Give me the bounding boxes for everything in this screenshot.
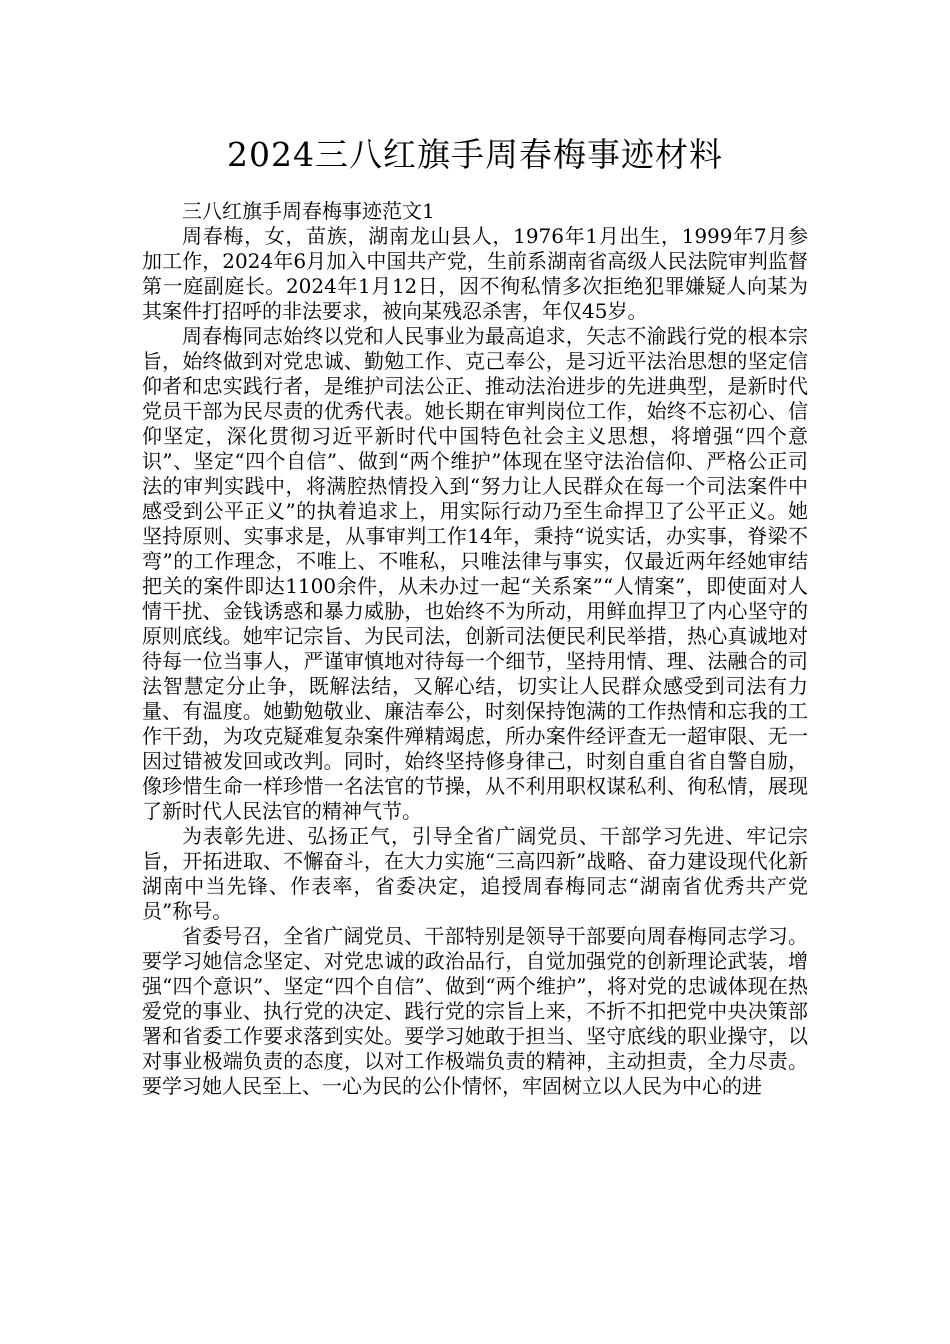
paragraph: 省委号召，全省广阔党员、干部特别是领导干部要向周春梅同志学习。要学习她信念坚定、对党忠诚的政治品行，自觉加强党的创新理论武装，增强“四个意识”、坚定“四个自信”、做到“两个维护”，将对党的忠诚体现在热爱党的事业、执行党的决定、践行党的宗旨上来，不折不扣把党中央决策部署和省委工作要求落到实处。要学习她敢于担当、坚守底线的职业操守，以对事业极端负责的态度，以对工作极端负责的精神，主动担责，全力尽责。要学习她人民至上、一心为民的公仆情怀，牢固树立以人民为中心的进: [142, 924, 808, 1098]
paragraph: 为表彰先进、弘扬正气，引导全省广阔党员、干部学习先进、牢记宗旨，开拓进取、不懈奋斗，在大力实施“三高四新”战略、奋力建设现代化新湖南中当先锋、作表率，省委决定，追授周春梅同志“湖南省优秀共产党员”称号。: [142, 824, 808, 923]
paragraph: 周春梅同志始终以党和人民事业为最高追求，矢志不渝践行党的根本宗旨，始终做到对党忠诚、勤勉工作、克己奉公，是习近平法治思想的坚定信仰者和忠实践行者，是维护司法公正、推动法治进步的先进典型，是新时代党员干部为民尽责的优秀代表。她长期在审判岗位工作，始终不忘初心、信仰坚定，深化贯彻习近平新时代中国特色社会主义思想，将增强“四个意识”、坚定“四个自信”、做到“两个维护”体现在坚守法治信仰、严格公正司法的审判实践中，将满腔热情投入到“努力让人民群众在每一个司法案件中感受到公平正义”的执着追求上，用实际行动乃至生命捍卫了公平正义。她坚持原则、实事求是，从事审判工作14年，秉持“说实话，办实事，脊梁不弯”的工作理念，不唯上、不唯私，只唯法律与事实，仅最近两年经她审结把关的案件即达1100余件，从未办过一起“关系案”“人情案”，即使面对人情干扰、金钱诱惑和暴力威胁，也始终不为所动，用鲜血捍卫了内心坚守的原则底线。她牢记宗旨、为民司法，创新司法便民利民举措，热心真诚地对待每一位当事人，严谨审慎地对待每一个细节，坚持用情、理、法融合的司法智慧定分止争，既解法结，又解心结，切实让人民群众感受到司法有力量、有温度。她勤勉敬业、廉洁奉公，时刻保持饱满的工作热情和忘我的工作干劲，为攻克疑难复杂案件殚精竭虑，所办案件经评查无一超审限、无一因过错被发回或改判。同时，始终坚持修身律己，时刻自重自省自警自励，像珍惜生命一样珍惜一名法官的节操，从不利用职权谋私利、徇私情，展现了新时代人民法官的精神气节。: [142, 324, 808, 823]
document-body: [142, 199, 808, 1099]
paragraph: 周春梅，女，苗族，湖南龙山县人，1976年1月出生，1999年7月参加工作，2024年6月加入中国共产党，生前系湖南省高级人民法院审判监督第一庭副庭长。2024年1月12日，因不徇私情多次拒绝犯罪嫌疑人向某为其案件打招呼的非法要求，被向某残忍杀害，年仅45岁。: [142, 224, 808, 323]
paragraph-subtitle: 三八红旗手周春梅事迹范文1: [182, 199, 435, 223]
document-title: 2024三八红旗手周春梅事迹材料: [227, 135, 723, 174]
document-content: [142, 135, 808, 1099]
